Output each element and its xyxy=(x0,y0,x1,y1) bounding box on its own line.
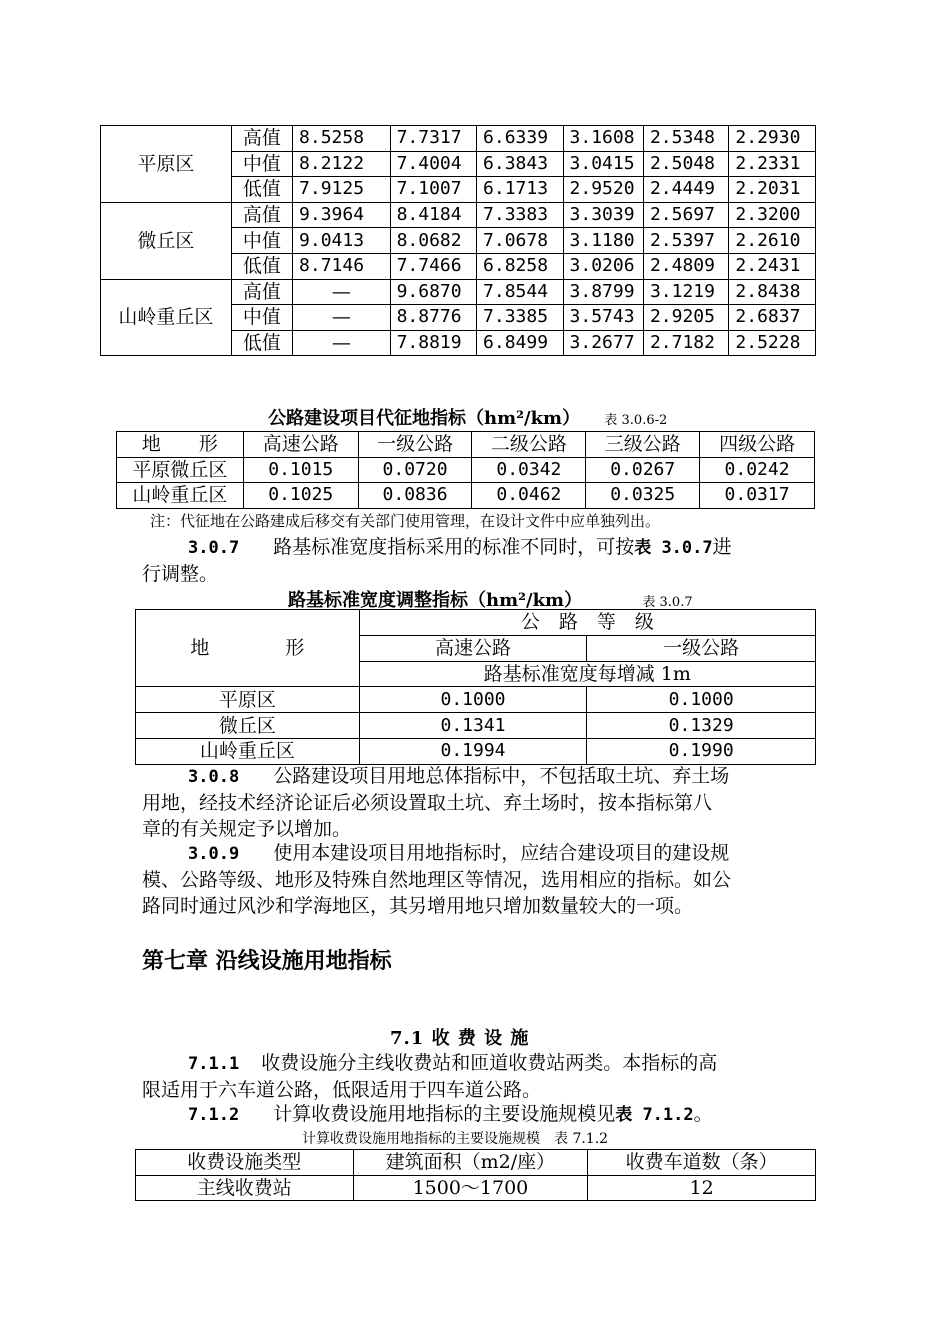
value-cell: 7.3383 xyxy=(477,202,563,228)
value-cell: 2.5348 xyxy=(643,126,728,152)
value-cell: 7.9125 xyxy=(293,177,391,203)
value-cell: 0.0342 xyxy=(472,457,586,483)
region-cell: 微丘区 xyxy=(101,202,232,279)
clause-number: 3.0.8 xyxy=(188,767,240,787)
value-cell: 2.9205 xyxy=(643,305,728,331)
value-cell: 3.0206 xyxy=(563,253,643,279)
value-cell: 2.8438 xyxy=(729,279,816,305)
value-cell: 7.8819 xyxy=(390,330,476,356)
level-cell: 高值 xyxy=(231,279,292,305)
value-cell: 6.8258 xyxy=(477,253,563,279)
clause-number: 7.1.2 xyxy=(188,1105,240,1125)
terrain-cell: 平原区 xyxy=(136,687,360,713)
value-cell: 0.0267 xyxy=(586,457,700,483)
clause-end: 。 xyxy=(693,1103,713,1125)
table-number: 表 3.0.6-2 xyxy=(604,413,668,428)
value-cell: 2.3200 xyxy=(729,202,816,228)
col-header-class1: 一级公路 xyxy=(587,635,816,661)
value-cell: 7.1007 xyxy=(390,177,476,203)
value-cell: 6.8499 xyxy=(477,330,563,356)
table-row xyxy=(117,483,815,509)
table-number: 表 3.0.7 xyxy=(642,595,693,610)
terrain-cell: 微丘区 xyxy=(136,713,360,739)
value-cell: — xyxy=(293,330,391,356)
terrain-cell: 山岭重丘区 xyxy=(136,738,360,764)
value-cell: 9.0413 xyxy=(293,228,391,254)
terrain-cell: 山岭重丘区 xyxy=(117,483,244,509)
clause-line: 用地，经技术经济论证后必须设置取土坑、弃土场时，按本指标第八 xyxy=(142,792,713,814)
terrain-header: 地 形 xyxy=(136,610,360,687)
value-cell: 6.6339 xyxy=(477,126,563,152)
value-cell: 8.0682 xyxy=(390,228,476,254)
value-cell: 3.1180 xyxy=(563,228,643,254)
clause-line: 使用本建设项目用地指标时，应结合建设项目的建设规 xyxy=(273,842,730,864)
table-row xyxy=(101,279,816,305)
column-header: 二级公路 xyxy=(472,432,586,458)
value-cell: 2.4809 xyxy=(643,253,728,279)
section-title: 7.1 收 费 设 施 xyxy=(390,1028,530,1049)
value-cell: 2.2431 xyxy=(729,253,816,279)
table-row xyxy=(136,713,816,739)
value-cell: 0.0836 xyxy=(358,483,472,509)
clause-7-1-2 xyxy=(142,1101,822,1128)
column-header: 高速公路 xyxy=(243,432,358,458)
region-cell: 平原区 xyxy=(101,126,232,203)
value-cell: 9.3964 xyxy=(293,202,391,228)
header-row xyxy=(136,1150,816,1176)
value-cell: 0.1000 xyxy=(359,687,587,713)
column-header: 建筑面积（m2/座） xyxy=(353,1150,588,1176)
column-header: 地 形 xyxy=(117,432,244,458)
table-row xyxy=(136,1175,816,1201)
value-cell: 0.1000 xyxy=(587,687,816,713)
land-index-table xyxy=(100,125,816,356)
value-cell: — xyxy=(293,305,391,331)
value-cell: 2.9520 xyxy=(563,177,643,203)
sub-header: 路基标准宽度每增减 1m xyxy=(359,661,815,687)
region-cell: 山岭重丘区 xyxy=(101,279,232,356)
value-cell: 2.5048 xyxy=(643,151,728,177)
value-cell: 0.1990 xyxy=(587,738,816,764)
table-reference: 表 3.0.7 xyxy=(634,538,713,558)
value-cell: 3.3039 xyxy=(563,202,643,228)
clause-text: 计算收费设施用地指标的主要设施规模见 xyxy=(273,1103,616,1125)
table-reference: 表 7.1.2 xyxy=(615,1105,694,1125)
clause-number: 3.0.7 xyxy=(188,538,240,558)
level-cell: 高值 xyxy=(231,202,292,228)
grade-group-header: 公 路 等 级 xyxy=(359,610,815,636)
value-cell: 8.7146 xyxy=(293,253,391,279)
value-cell: 0.0462 xyxy=(472,483,586,509)
value-cell: 3.8799 xyxy=(563,279,643,305)
value-cell: 9.6870 xyxy=(390,279,476,305)
table-row xyxy=(117,457,815,483)
level-cell: 高值 xyxy=(231,126,292,152)
table-title: 公路建设项目代征地指标（hm²/km） xyxy=(268,408,581,429)
column-header: 四级公路 xyxy=(700,432,815,458)
header-row xyxy=(117,432,815,458)
clause-text: 路基标准宽度指标采用的标准不同时，可按 xyxy=(273,536,635,558)
value-cell: 0.0720 xyxy=(358,457,472,483)
table-row xyxy=(101,126,816,152)
value-cell: 7.7317 xyxy=(390,126,476,152)
value-cell: 0.1025 xyxy=(243,483,358,509)
value-cell: 2.2930 xyxy=(729,126,816,152)
column-header: 收费车道数（条） xyxy=(588,1150,816,1176)
table-row xyxy=(136,687,816,713)
column-header: 收费设施类型 xyxy=(136,1150,354,1176)
value-cell: 2.5228 xyxy=(729,330,816,356)
subgrade-width-table xyxy=(135,609,816,765)
value-cell: 7.4004 xyxy=(390,151,476,177)
clause-line: 模、公路等级、地形及特殊自然地理区等情况，选用相应的指标。如公 xyxy=(142,869,732,891)
value-cell: 2.5397 xyxy=(643,228,728,254)
column-header: 三级公路 xyxy=(586,432,700,458)
table-row xyxy=(136,738,816,764)
terrain-cell: 平原微丘区 xyxy=(117,457,244,483)
clause-3-0-8 xyxy=(142,763,822,842)
value-cell: 2.2031 xyxy=(729,177,816,203)
value-cell: 0.1994 xyxy=(359,738,587,764)
value-cell: 0.0317 xyxy=(700,483,815,509)
value-cell: 0.1341 xyxy=(359,713,587,739)
clause-line: 章的有关规定予以增加。 xyxy=(142,818,352,840)
value-cell: 7.0678 xyxy=(477,228,563,254)
value-cell: 3.2677 xyxy=(563,330,643,356)
level-cell: 低值 xyxy=(231,330,292,356)
table-row xyxy=(101,202,816,228)
clause-text-end: 进 xyxy=(712,536,732,558)
value-cell: 3.5743 xyxy=(563,305,643,331)
expropriation-index-table xyxy=(116,431,815,509)
value-cell: 8.8776 xyxy=(390,305,476,331)
value-cell: 0.1329 xyxy=(587,713,816,739)
clause-line: 公路建设项目用地总体指标中，不包括取土坑、弃土场 xyxy=(273,765,730,787)
value-cell: 8.5258 xyxy=(293,126,391,152)
value-cell: 3.0415 xyxy=(563,151,643,177)
clause-line: 收费设施分主线收费站和匝道收费站两类。本指标的高 xyxy=(261,1052,718,1074)
chapter-title: 第七章 沿线设施用地指标 xyxy=(142,949,392,974)
value-cell: 8.4184 xyxy=(390,202,476,228)
clause-line: 路同时通过风沙和学海地区，其另增用地只增加数量较大的一项。 xyxy=(142,895,694,917)
value-cell: 2.7182 xyxy=(643,330,728,356)
value-cell: 7.3385 xyxy=(477,305,563,331)
value-cell: 0.0242 xyxy=(700,457,815,483)
value-cell: 2.5697 xyxy=(643,202,728,228)
value-cell: 1500～1700 xyxy=(353,1175,588,1201)
value-cell: 12 xyxy=(588,1175,816,1201)
level-cell: 中值 xyxy=(231,151,292,177)
value-cell: 0.1015 xyxy=(243,457,358,483)
value-cell: 6.1713 xyxy=(477,177,563,203)
column-header: 一级公路 xyxy=(358,432,472,458)
toll-facility-scale-table xyxy=(135,1149,816,1201)
clause-3-0-9 xyxy=(142,840,822,919)
value-cell: 0.0325 xyxy=(586,483,700,509)
value-cell: 2.2331 xyxy=(729,151,816,177)
value-cell: 7.8544 xyxy=(477,279,563,305)
clause-3-0-7 xyxy=(142,534,822,587)
clause-number: 3.0.9 xyxy=(188,844,240,864)
clause-text-line2: 行调整。 xyxy=(142,563,219,585)
table-caption xyxy=(268,404,667,430)
value-cell: 2.4449 xyxy=(643,177,728,203)
value-cell: 2.2610 xyxy=(729,228,816,254)
clause-7-1-1 xyxy=(142,1050,822,1103)
table-note: 注：代征地在公路建成后移交有关部门使用管理，在设计文件中应单独列出。 xyxy=(150,512,661,530)
value-cell: 2.6837 xyxy=(729,305,816,331)
table-title: 路基标准宽度调整指标（hm²/km） xyxy=(288,590,583,611)
value-cell: 3.1608 xyxy=(563,126,643,152)
level-cell: 低值 xyxy=(231,177,292,203)
type-cell: 主线收费站 xyxy=(136,1175,354,1201)
clause-number: 7.1.1 xyxy=(188,1054,240,1074)
col-header-expressway: 高速公路 xyxy=(359,635,587,661)
level-cell: 低值 xyxy=(231,253,292,279)
value-cell: 8.2122 xyxy=(293,151,391,177)
level-cell: 中值 xyxy=(231,305,292,331)
value-cell: 7.7466 xyxy=(390,253,476,279)
value-cell: — xyxy=(293,279,391,305)
level-cell: 中值 xyxy=(231,228,292,254)
value-cell: 3.1219 xyxy=(643,279,728,305)
value-cell: 6.3843 xyxy=(477,151,563,177)
clause-line: 限适用于六车道公路，低限适用于四车道公路。 xyxy=(142,1079,542,1101)
table-caption: 计算收费设施用地指标的主要设施规模 表 7.1.2 xyxy=(302,1131,609,1147)
